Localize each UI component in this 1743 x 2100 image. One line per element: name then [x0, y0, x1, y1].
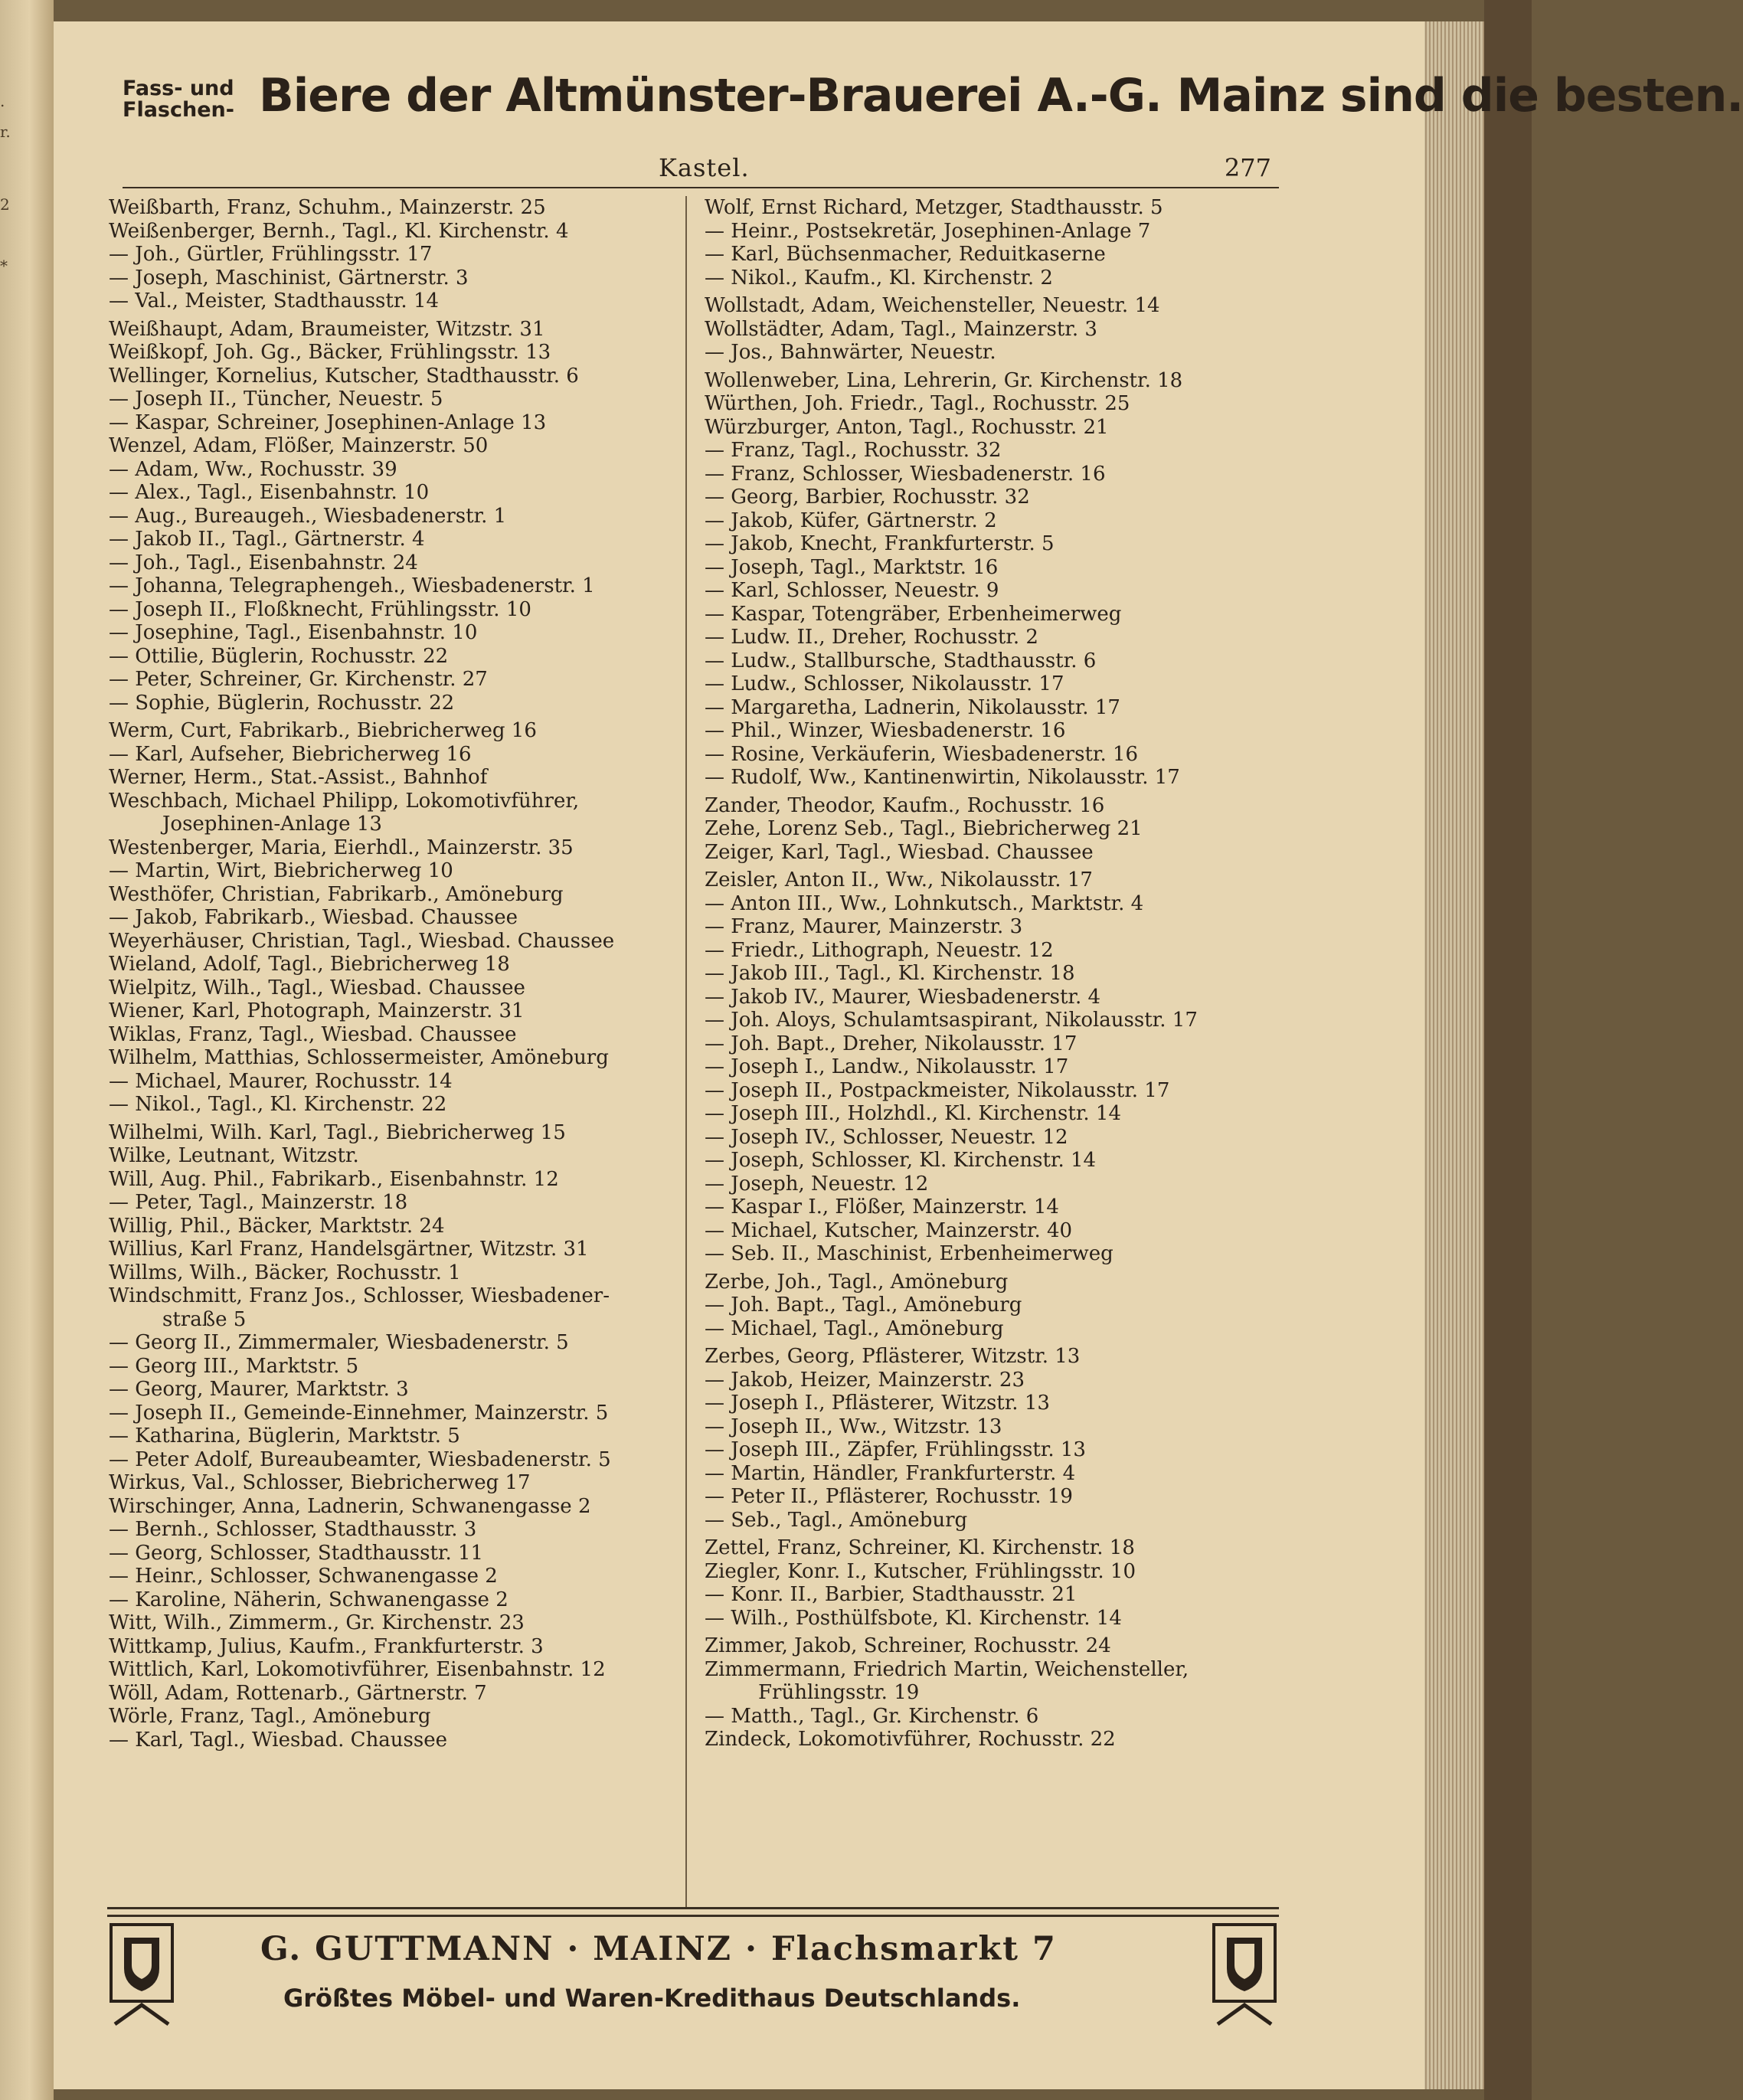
- directory-entry: Wollenweber, Lina, Lehrerin, Gr. Kirchenstr. 18: [705, 368, 1183, 392]
- directory-entry: — Alex., Tagl., Eisenbahnstr. 10: [109, 481, 430, 504]
- directory-entry: — Jakob, Fabrikarb., Wiesbad. Chaussee: [109, 906, 518, 929]
- directory-entry: — Michael, Kutscher, Mainzerstr. 40: [705, 1218, 1073, 1242]
- ad-company-line: G. GUTTMANN · MAINZ · Flachsmarkt 7: [260, 1930, 1057, 1968]
- directory-entry: — Joseph I., Pflästerer, Witzstr. 13: [705, 1392, 1050, 1415]
- directory-entry: Wenzel, Adam, Flößer, Mainzerstr. 50: [109, 434, 489, 457]
- directory-entry: — Seb., Tagl., Amöneburg: [705, 1508, 968, 1532]
- header-rule: [123, 187, 1279, 188]
- left-fragment: .: [0, 92, 5, 110]
- directory-entry: — Bernh., Schlosser, Stadthausstr. 3: [109, 1518, 477, 1541]
- directory-entry: — Jakob III., Tagl., Kl. Kirchenstr. 18: [705, 962, 1075, 985]
- directory-entry: — Franz, Schlosser, Wiesbadenerstr. 16: [705, 462, 1106, 486]
- directory-entry: — Joseph IV., Schlosser, Neuestr. 12: [705, 1125, 1068, 1149]
- running-title: Kastel.: [659, 153, 750, 182]
- directory-entry: — Michael, Tagl., Amöneburg: [705, 1317, 1004, 1340]
- directory-entry: — Peter, Schreiner, Gr. Kirchenstr. 27: [109, 668, 488, 691]
- directory-entry: Willms, Wilh., Bäcker, Rochusstr. 1: [109, 1261, 461, 1284]
- directory-entry: — Joh. Bapt., Dreher, Nikolausstr. 17: [705, 1032, 1078, 1055]
- directory-entry: — Franz, Tagl., Rochusstr. 32: [705, 439, 1002, 462]
- directory-entry: Witt, Wilh., Zimmerm., Gr. Kirchenstr. 23: [109, 1611, 525, 1634]
- directory-entry: Weißbarth, Franz, Schuhm., Mainzerstr. 25: [109, 196, 546, 219]
- directory-entry: — Michael, Maurer, Rochusstr. 14: [109, 1069, 453, 1093]
- left-fragment: r.: [0, 123, 11, 141]
- directory-entry: Willius, Karl Franz, Handelsgärtner, Witzstr. 31: [109, 1238, 589, 1261]
- directory-entry: — Konr. II., Barbier, Stadthausstr. 21: [705, 1583, 1078, 1606]
- directory-entry: — Georg, Maurer, Marktstr. 3: [109, 1378, 409, 1401]
- directory-entry: — Joseph II., Floßknecht, Frühlingsstr. 10: [109, 597, 531, 621]
- directory-entry: Zettel, Franz, Schreiner, Kl. Kirchenstr. 18: [705, 1536, 1135, 1559]
- directory-entry: — Ludw. II., Dreher, Rochusstr. 2: [705, 626, 1038, 649]
- directory-entry: Werm, Curt, Fabrikarb., Biebricherweg 16: [109, 719, 537, 742]
- directory-entry: — Joseph, Schlosser, Kl. Kirchenstr. 14: [705, 1149, 1097, 1172]
- directory-entry: — Margaretha, Ladnerin, Nikolausstr. 17: [705, 695, 1120, 719]
- directory-entry: — Joseph III., Zäpfer, Frühlingsstr. 13: [705, 1438, 1086, 1461]
- directory-entry: Willig, Phil., Bäcker, Marktstr. 24: [109, 1214, 445, 1238]
- directory-entry: — Franz, Maurer, Mainzerstr. 3: [705, 915, 1023, 938]
- directory-entry: — Kaspar, Schreiner, Josephinen-Anlage 13: [109, 411, 547, 434]
- directory-entry: — Matth., Tagl., Gr. Kirchenstr. 6: [705, 1704, 1039, 1728]
- column-divider: [685, 196, 687, 1908]
- directory-entry: Wiklas, Franz, Tagl., Wiesbad. Chaussee: [109, 1022, 517, 1046]
- directory-entry: — Georg, Barbier, Rochusstr. 32: [705, 486, 1030, 509]
- directory-entry: — Joseph II., Gemeinde-Einnehmer, Mainzerstr. 5: [109, 1401, 609, 1425]
- directory-entry: — Joseph, Neuestr. 12: [705, 1172, 929, 1196]
- directory-entry: — Friedr., Lithograph, Neuestr. 12: [705, 938, 1054, 962]
- directory-entry: — Peter II., Pflästerer, Rochusstr. 19: [705, 1485, 1073, 1508]
- left-page-binding: [0, 0, 54, 2100]
- directory-entry: Wittkamp, Julius, Kaufm., Frankfurterstr. 3: [109, 1634, 544, 1658]
- entry-continuation: Josephinen-Anlage 13: [162, 813, 382, 836]
- banner-header: [69, 69, 1743, 153]
- directory-entry: — Wilh., Posthülfsbote, Kl. Kirchenstr. 14: [705, 1606, 1122, 1630]
- advertisement: [107, 1907, 1279, 2045]
- page-number: 277: [1224, 153, 1271, 182]
- directory-entry: Westenberger, Maria, Eierhdl., Mainzerstr. 35: [109, 836, 574, 859]
- directory-entry: Zindeck, Lokomotivführer, Rochusstr. 22: [705, 1728, 1116, 1751]
- directory-entry: — Anton III., Ww., Lohnkutsch., Marktstr. 4: [705, 891, 1144, 915]
- directory-entry: — Ludw., Schlosser, Nikolausstr. 17: [705, 672, 1064, 695]
- banner-small-line: Fass- und: [123, 77, 234, 100]
- directory-entry: — Jakob IV., Maurer, Wiesbadenerstr. 4: [705, 985, 1101, 1009]
- directory-entry: — Peter, Tagl., Mainzerstr. 18: [109, 1191, 408, 1214]
- ad-rule: [107, 1907, 1279, 1909]
- directory-entry: — Val., Meister, Stadthausstr. 14: [109, 289, 440, 312]
- shield-emblem-icon: [1210, 1921, 1279, 2028]
- directory-entry: — Nikol., Tagl., Kl. Kirchenstr. 22: [109, 1093, 447, 1116]
- directory-entry: Wörle, Franz, Tagl., Amöneburg: [109, 1705, 431, 1728]
- directory-entry: — Karl, Tagl., Wiesbad. Chaussee: [109, 1728, 448, 1752]
- directory-entry: Ziegler, Konr. I., Kutscher, Frühlingsstr. 10: [705, 1559, 1136, 1583]
- directory-entry: Zehe, Lorenz Seb., Tagl., Biebricherweg 21: [705, 817, 1143, 840]
- directory-entry: Wellinger, Kornelius, Kutscher, Stadthausstr. 6: [109, 364, 579, 388]
- directory-entry: — Joh., Tagl., Eisenbahnstr. 24: [109, 551, 418, 574]
- directory-entry: Wielpitz, Wilh., Tagl., Wiesbad. Chaussee: [109, 976, 525, 999]
- directory-entry: Wolf, Ernst Richard, Metzger, Stadthausstr. 5: [705, 196, 1163, 219]
- running-head: [77, 153, 1271, 185]
- left-fragment: 2: [0, 195, 10, 214]
- right-column: [705, 196, 1287, 1752]
- directory-entry: — Joseph I., Landw., Nikolausstr. 17: [705, 1055, 1069, 1078]
- directory-entry: Zeisler, Anton II., Ww., Nikolausstr. 17: [705, 868, 1093, 891]
- entry-continuation: straße 5: [162, 1307, 247, 1331]
- left-fragment: *: [0, 257, 8, 275]
- directory-entry: — Josephine, Tagl., Eisenbahnstr. 10: [109, 621, 478, 644]
- directory-entry: — Georg III., Marktstr. 5: [109, 1354, 359, 1378]
- directory-entry: — Karl, Büchsenmacher, Reduitkaserne: [705, 243, 1106, 266]
- directory-entry: — Phil., Winzer, Wiesbadenerstr. 16: [705, 719, 1066, 742]
- directory-entry: Weyerhäuser, Christian, Tagl., Wiesbad. Chaussee: [109, 929, 615, 953]
- directory-entry: — Joseph III., Holzhdl., Kl. Kirchenstr. 14: [705, 1102, 1122, 1125]
- directory-entry: Wollstädter, Adam, Tagl., Mainzerstr. 3: [705, 317, 1097, 341]
- directory-entry: Zerbe, Joh., Tagl., Amöneburg: [705, 1270, 1009, 1294]
- directory-entry: Zimmermann, Friedrich Martin, Weichensteller,: [705, 1657, 1189, 1681]
- directory-entry: — Martin, Wirt, Biebricherweg 10: [109, 859, 453, 882]
- directory-entry: — Karl, Aufseher, Biebricherweg 16: [109, 742, 472, 766]
- directory-entry: — Rosine, Verkäuferin, Wiesbadenerstr. 16: [705, 742, 1139, 766]
- directory-entry: — Georg II., Zimmermaler, Wiesbadenerstr. 5: [109, 1331, 569, 1354]
- directory-entry: Würzburger, Anton, Tagl., Rochusstr. 21: [705, 415, 1109, 439]
- directory-entry: Zimmer, Jakob, Schreiner, Rochusstr. 24: [705, 1634, 1111, 1657]
- directory-entry: — Heinr., Schlosser, Schwanengasse 2: [109, 1565, 498, 1588]
- directory-entry: — Jakob, Küfer, Gärtnerstr. 2: [705, 509, 997, 532]
- directory-entry: — Jakob, Heizer, Mainzerstr. 23: [705, 1368, 1025, 1392]
- directory-entry: — Sophie, Büglerin, Rochusstr. 22: [109, 691, 455, 715]
- directory-entry: — Ludw., Stallbursche, Stadthausstr. 6: [705, 649, 1097, 672]
- directory-entry: Westhöfer, Christian, Fabrikarb., Amöneburg: [109, 882, 564, 906]
- directory-entry: — Ottilie, Büglerin, Rochusstr. 22: [109, 644, 449, 668]
- directory-entry: — Joseph, Tagl., Marktstr. 16: [705, 555, 999, 579]
- directory-entry: — Nikol., Kaufm., Kl. Kirchenstr. 2: [705, 266, 1053, 289]
- left-column: [109, 196, 675, 1752]
- directory-entry: — Jakob, Knecht, Frankfurterstr. 5: [705, 532, 1055, 555]
- directory-entry: Wollstadt, Adam, Weichensteller, Neuestr. 14: [705, 294, 1160, 317]
- directory-entry: — Joseph II., Postpackmeister, Nikolausstr. 17: [705, 1078, 1170, 1102]
- entry-continuation: Frühlingsstr. 19: [758, 1681, 920, 1704]
- directory-entry: Werner, Herm., Stat.-Assist., Bahnhof: [109, 766, 488, 789]
- directory-entry: — Joseph, Maschinist, Gärtnerstr. 3: [109, 266, 469, 289]
- directory-entry: Wirkus, Val., Schlosser, Biebricherweg 17: [109, 1471, 531, 1494]
- directory-entry: Wöll, Adam, Rottenarb., Gärtnerstr. 7: [109, 1681, 487, 1705]
- directory-entry: Weißkopf, Joh. Gg., Bäcker, Frühlingsstr. 13: [109, 341, 551, 364]
- directory-entry: — Jakob II., Tagl., Gärtnerstr. 4: [109, 528, 425, 551]
- directory-entry: — Aug., Bureaugeh., Wiesbadenerstr. 1: [109, 504, 507, 528]
- directory-entry: Wieland, Adolf, Tagl., Biebricherweg 18: [109, 953, 510, 976]
- directory-entry: Weschbach, Michael Philipp, Lokomotivführer,: [109, 789, 580, 813]
- directory-entry: Würthen, Joh. Friedr., Tagl., Rochusstr. 25: [705, 392, 1130, 415]
- directory-entry: — Karl, Schlosser, Neuestr. 9: [705, 579, 999, 602]
- directory-entry: — Peter Adolf, Bureaubeamter, Wiesbadenerstr. 5: [109, 1447, 611, 1471]
- directory-entry: Zeiger, Karl, Tagl., Wiesbad. Chaussee: [705, 840, 1094, 864]
- ad-rule: [107, 1915, 1279, 1917]
- book-shadow: [1484, 0, 1532, 2100]
- directory-entry: — Rudolf, Ww., Kantinenwirtin, Nikolausstr. 17: [705, 766, 1180, 789]
- directory-entry: — Joh. Aloys, Schulamtsaspirant, Nikolausstr. 17: [705, 1009, 1198, 1032]
- directory-entry: — Adam, Ww., Rochusstr. 39: [109, 457, 397, 481]
- directory-entry: — Katharina, Büglerin, Marktstr. 5: [109, 1425, 460, 1447]
- directory-entry: — Joseph II., Ww., Witzstr. 13: [705, 1415, 1002, 1438]
- directory-entry: Wilke, Leutnant, Witzstr.: [109, 1144, 359, 1167]
- ad-slogan: Größtes Möbel- und Waren-Kredithaus Deutschlands.: [283, 1984, 1021, 2013]
- directory-entry: Wittlich, Karl, Lokomotivführer, Eisenbahnstr. 12: [109, 1658, 606, 1681]
- banner-small-text: [123, 78, 234, 121]
- directory-entry: Weißhaupt, Adam, Braumeister, Witzstr. 31: [109, 317, 545, 341]
- directory-entry: — Joh. Bapt., Tagl., Amöneburg: [705, 1294, 1022, 1317]
- directory-entry: — Kaspar, Totengräber, Erbenheimerweg: [705, 602, 1122, 626]
- shield-emblem-icon: [107, 1921, 176, 2028]
- directory-entry: — Joseph II., Tüncher, Neuestr. 5: [109, 388, 443, 411]
- directory-entry: Wirschinger, Anna, Ladnerin, Schwanengasse 2: [109, 1494, 591, 1518]
- directory-entry: — Georg, Schlosser, Stadthausstr. 11: [109, 1541, 484, 1565]
- directory-entry: Zerbes, Georg, Pflästerer, Witzstr. 13: [705, 1345, 1081, 1368]
- directory-entry: — Martin, Händler, Frankfurterstr. 4: [705, 1461, 1076, 1485]
- directory-entry: Wilhelmi, Wilh. Karl, Tagl., Biebricherweg 15: [109, 1120, 566, 1144]
- directory-entry: — Seb. II., Maschinist, Erbenheimerweg: [705, 1242, 1113, 1265]
- directory-entry: — Kaspar I., Flößer, Mainzerstr. 14: [705, 1196, 1059, 1218]
- directory-entry: Will, Aug. Phil., Fabrikarb., Eisenbahnstr. 12: [109, 1167, 559, 1191]
- directory-entry: — Johanna, Telegraphengeh., Wiesbadenerstr. 1: [109, 574, 595, 597]
- directory-entry: Wilhelm, Matthias, Schlossermeister, Amöneburg: [109, 1046, 609, 1069]
- directory-entry: Windschmitt, Franz Jos., Schlosser, Wiesbadener-: [109, 1284, 610, 1307]
- directory-entry: — Jos., Bahnwärter, Neuestr.: [705, 341, 996, 364]
- directory-entry: — Heinr., Postsekretär, Josephinen-Anlage 7: [705, 219, 1151, 243]
- directory-entry: — Joh., Gürtler, Frühlingsstr. 17: [109, 243, 433, 266]
- directory-entry: Wiener, Karl, Photograph, Mainzerstr. 31: [109, 999, 525, 1022]
- banner-title: Biere der Altmünster-Brauerei A.-G. Mainz sind die besten.: [259, 69, 1743, 123]
- directory-entry: — Karoline, Näherin, Schwanengasse 2: [109, 1588, 509, 1611]
- directory-entry: Weißenberger, Bernh., Tagl., Kl. Kirchenstr. 4: [109, 219, 569, 243]
- banner-small-line: Flaschen-: [123, 98, 234, 122]
- directory-entry: Zander, Theodor, Kaufm., Rochusstr. 16: [705, 793, 1105, 817]
